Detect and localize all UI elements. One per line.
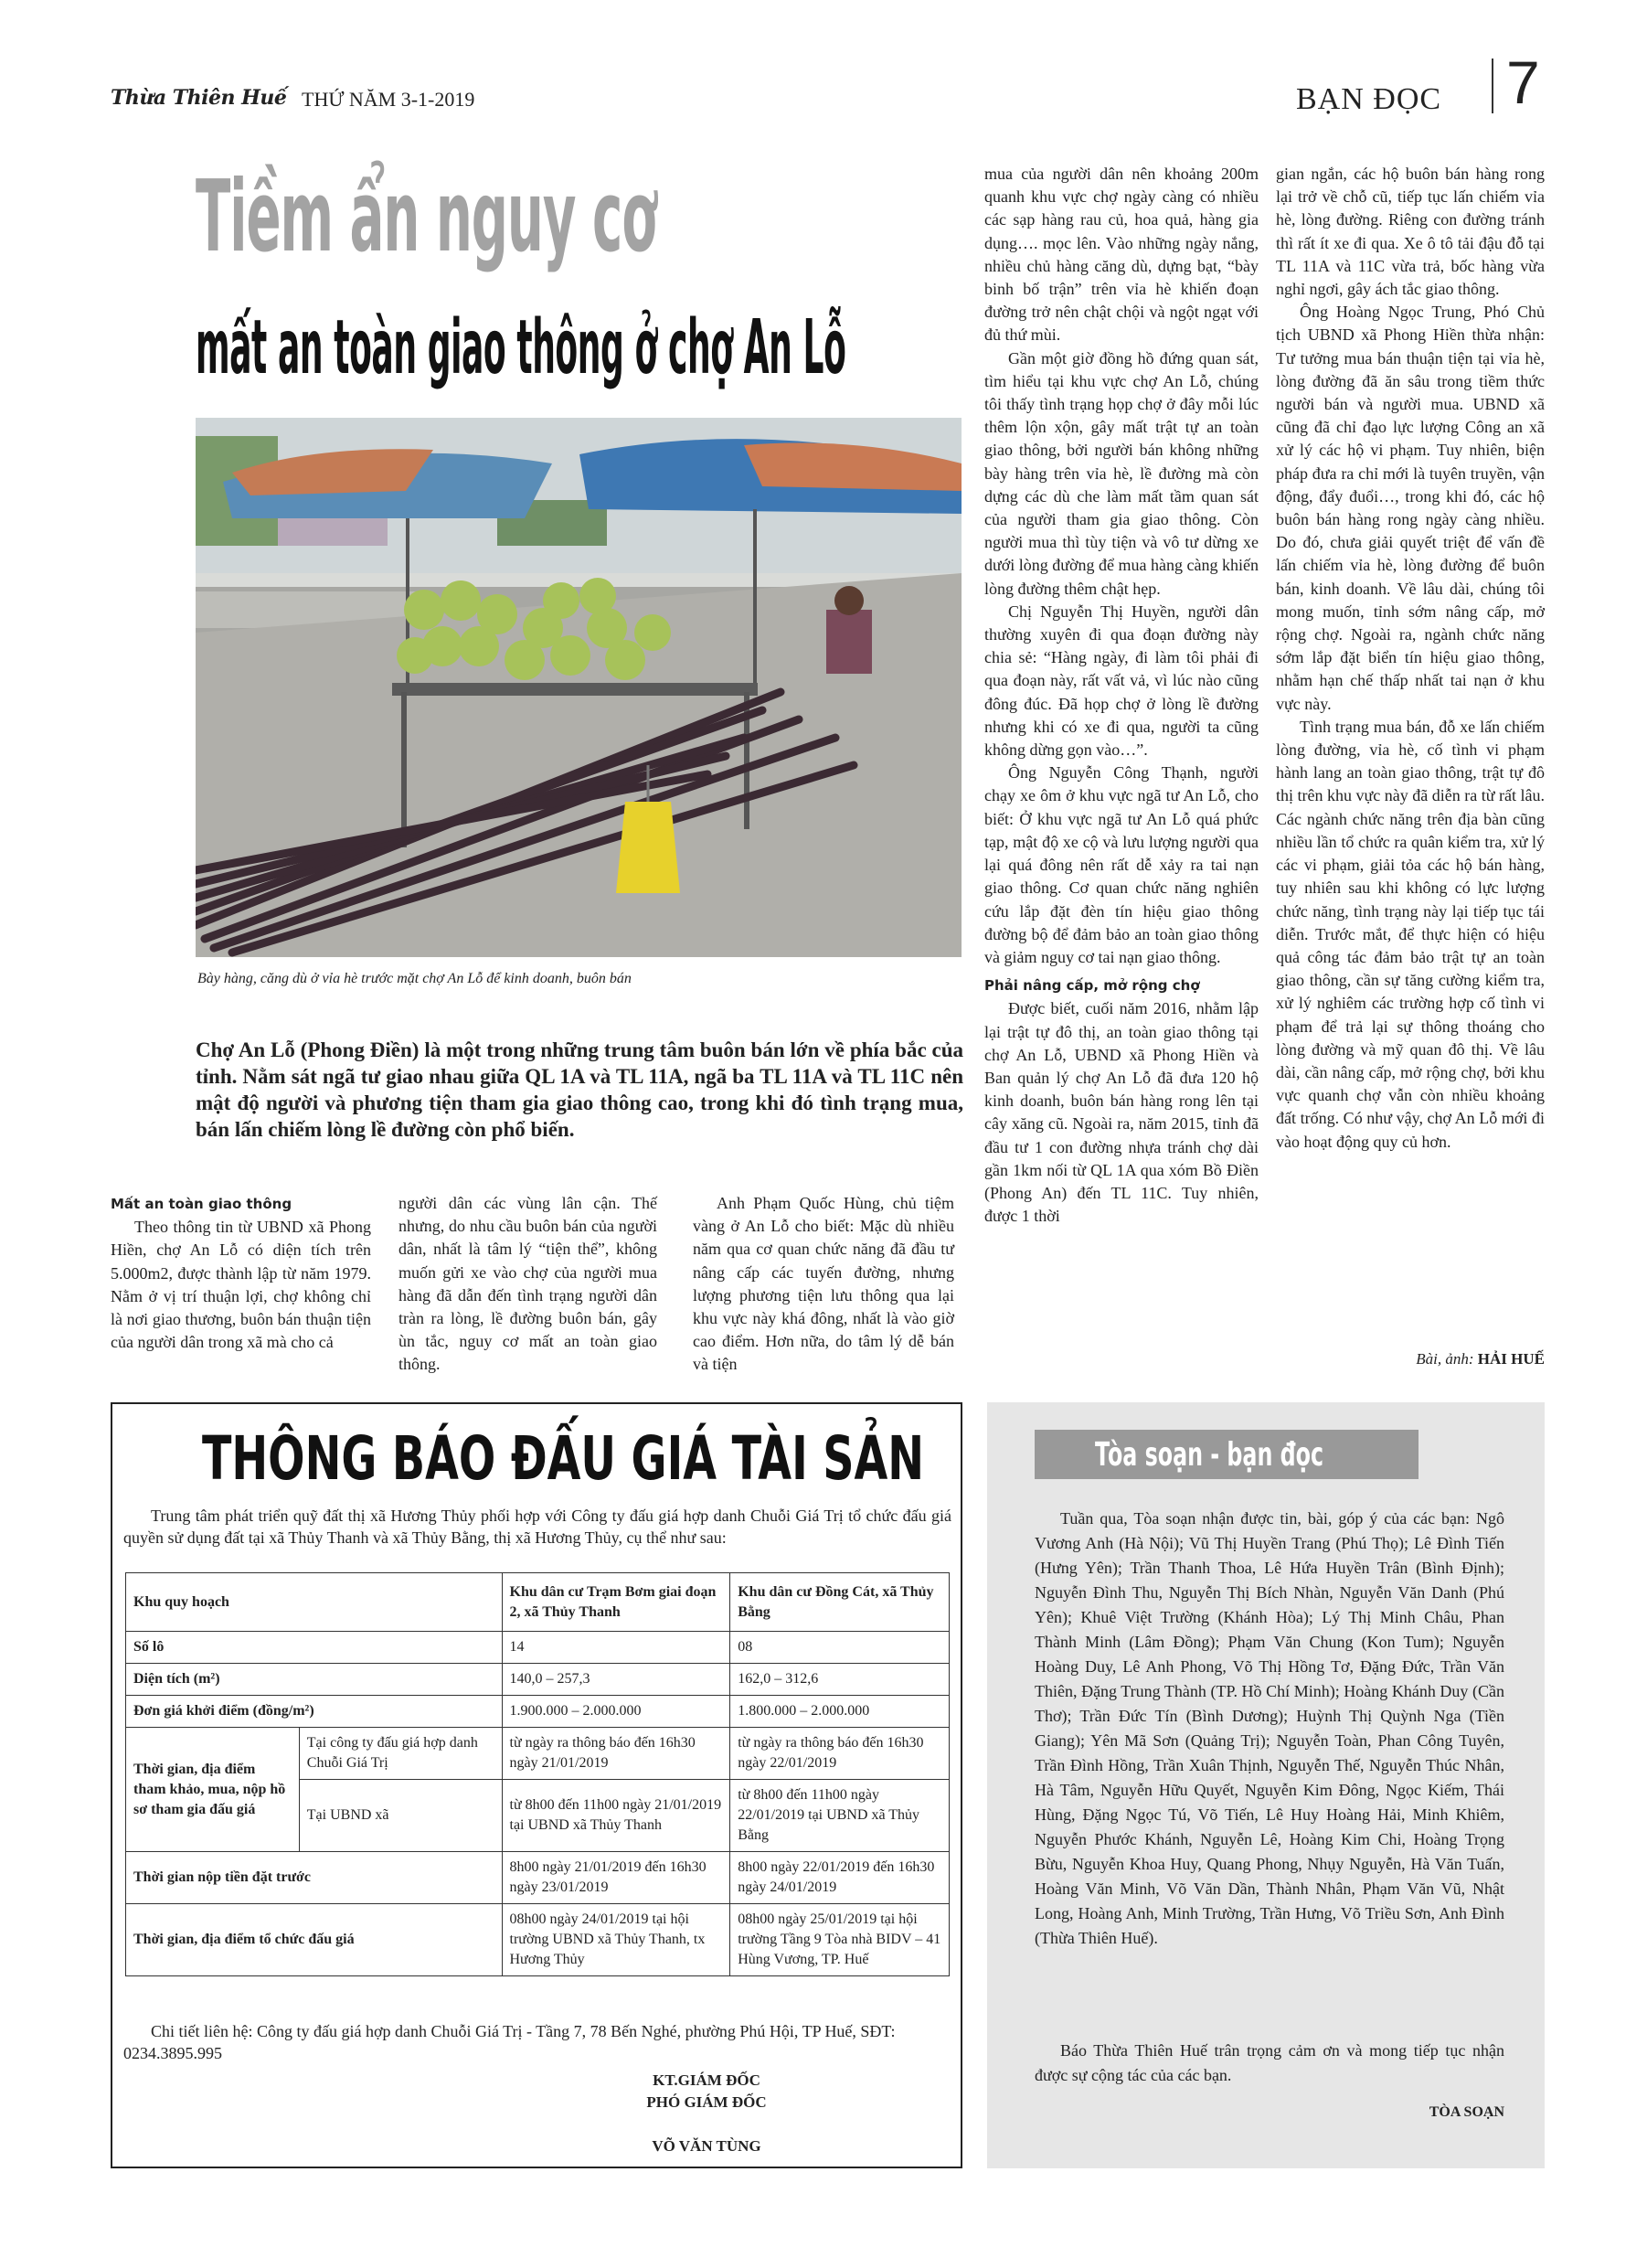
cell: từ 8h00 đến 11h00 ngày 22/01/2019 tại UBND xã Thủy Bằng bbox=[730, 1780, 950, 1852]
cell: 140,0 – 257,3 bbox=[502, 1664, 730, 1696]
page-number: 7 bbox=[1506, 48, 1540, 116]
label-don-gia: Đơn giá khởi điểm (đồng/m²) bbox=[126, 1696, 503, 1728]
table-row bbox=[126, 1728, 950, 1780]
cell: 08 bbox=[730, 1632, 950, 1664]
auction-intro: Trung tâm phát triển quỹ đất thị xã Hương Thủy phối hợp với Công ty đấu giá hợp danh Chuỗi Giá Trị tổ chức đấu giá quyền sử dụng đất tại xã Thủy Thanh và xã Thủy Bằng, thị xã Hương Thủy, cụ thể như sau: bbox=[123, 1507, 951, 1547]
table-row bbox=[126, 1632, 950, 1664]
label-so-lo: Số lô bbox=[126, 1632, 503, 1664]
header-region: Thừa Thiên Huế bbox=[111, 86, 287, 110]
auction-contact: Chi tiết liên hệ: Công ty đấu giá hợp danh Chuỗi Giá Trị - Tầng 7, 78 Bến Nghé, phường Phú Hội, TP Huế, SĐT: 0234.3895.995 bbox=[123, 2022, 896, 2062]
article-lead: Chợ An Lỗ (Phong Điền) là một trong những trung tâm buôn bán lớn về phía bắc của tỉnh. Nằm sát ngã tư giao nhau giữa QL 1A và TL 11A, ngã ba TL 11A và TL 11C nên mật độ người và phương tiện tham gia giao thông cao, trong khi đó tình trạng mua, bán lấn chiếm lòng lề đường còn phổ biến. bbox=[196, 1038, 963, 1141]
byline bbox=[1276, 1350, 1545, 1368]
reader-box-body: Tuần qua, Tòa soạn nhận được tin, bài, góp ý của các bạn: Ngô Vương Anh (Hà Nội); Vũ Thị Huyền Trang (Phú Thọ); Lê Đình Tiến (Hưng Yên); Trần Thanh Thoa, Lê Hứa Huyền Trân (Bình Định); Nguyễn Đình Thu, Nguyễn Thị Bích Nhàn, Nguyễn Văn Danh (Phú Yên); Khuê Việt Trường (Khánh Hòa); Lý Thị Minh Châu, Phan Thành Minh (Lâm Đồng); Phạm Văn Chung (Kon Tum); Nguyễn Hoàng Duy, Lê Anh Phong, Võ Thị Hồng Tơ, Đặng Đức, Trần Văn Thiên, Đặng Trung Thành (TP. Hồ Chí Minh); Hoàng Khánh Duy (Cần Thơ); Trần Đức Tín (Bình Dương); Huỳnh Thị Quỳnh Nga (Tiền Giang); Yên Mã Sơn (Quảng Trị); Nguyễn Toàn, Phan Công Tuyên, Trần Đình Hồng, Trần Xuân Thịnh, Nguyễn Thế, Nguyễn Thúc Nhân, Hà Tâm, Nguyễn Hữu Quyết, Nguyễn Kim Đông, Ngọc Kiếm, Thái Hùng, Đặng Ngọc Tú, Võ Tiến, Lê Huy Hoàng Hải, Minh Khiêm, Nguyễn Phước Khánh, Nguyễn Lê, Hoàng Kim Chi, Hoàng Trọng Bừu, Nguyễn Khoa Huy, Quang Phong, Nhụy Nguyễn, Hà Văn Tuấn, Hoàng Văn Minh, Võ Văn Dần, Thành Nhân, Phạm Văn Vũ, Nhật Long, Hoàng Anh, Minh Trường, Trần Hưng, Võ Triều Sơn, Anh Đình (Thừa Thiên Huế). bbox=[1035, 1509, 1504, 1947]
col1-text: Theo thông tin từ UBND xã Phong Hiền, chợ An Lỗ có diện tích trên 5.000m2, được thành lập từ năm 1979. Nằm ở vị trí thuận lợi, chợ không chỉ là nơi giao thương, buôn bán thuận tiện của người dân trong xã mà cho cả bbox=[111, 1218, 371, 1352]
cell: 08h00 ngày 24/01/2019 tại hội trường UBND xã Thủy Thanh, tx Hương Thủy bbox=[502, 1904, 730, 1976]
sign-name: VÕ VĂN TÙNG bbox=[652, 2137, 761, 2155]
table-row bbox=[126, 1904, 950, 1976]
cell: 1.900.000 – 2.000.000 bbox=[502, 1696, 730, 1728]
cell: Tại UBND xã bbox=[299, 1780, 502, 1852]
col4-p4: Ông Nguyễn Công Thạnh, người chạy xe ôm ở khu vực ngã tư An Lỗ, cho biết: Ở khu vực ngã tư An Lỗ quá phức tạp, mật độ xe cộ và lưu lượng người qua lại quá đông nên rất dễ xảy ra tai nạn giao thông. Cơ quan chức năng nghiên cứu lắp đặt đèn tín hiệu giao thông đường bộ để đảm bảo an toàn giao thông và giảm nguy cơ tai nạn giao thông. bbox=[984, 763, 1259, 966]
table-row bbox=[126, 1852, 950, 1904]
auction-notice bbox=[111, 1402, 962, 2168]
article-col1 bbox=[111, 1193, 371, 1354]
header-divider bbox=[1492, 59, 1493, 113]
label-dien-tich: Diện tích (m²) bbox=[126, 1664, 503, 1696]
cell: từ 8h00 đến 11h00 ngày 21/01/2019 tại UBND xã Thủy Thanh bbox=[502, 1780, 730, 1852]
col3-text: Anh Phạm Quốc Hùng, chủ tiệm vàng ở An Lỗ cho biết: Mặc dù nhiều năm qua cơ quan chức năng đã đầu tư nâng cấp các tuyến đường, nhưng lượng phương tiện lưu thông qua lại khu vực này khá đông, nhất là vào giờ cao điểm. Hơn nữa, do tâm lý dễ bán và tiện bbox=[693, 1194, 954, 1374]
byline-author: HẢI HUẾ bbox=[1477, 1350, 1545, 1368]
table-row bbox=[126, 1664, 950, 1696]
cell: Tại công ty đấu giá hợp danh Chuỗi Giá Trị bbox=[299, 1728, 502, 1780]
article-photo bbox=[196, 418, 962, 957]
sign-title-1: KT.GIÁM ĐỐC bbox=[653, 2071, 760, 2089]
sign-title-2: PHÓ GIÁM ĐỐC bbox=[646, 2093, 767, 2111]
col2-text: người dân các vùng lân cận. Thế nhưng, do nhu cầu buôn bán của người dân, nhất là tâm lý “tiện thể”, không muốn gửi xe vào chợ của người mua hàng đã dẫn đến tình trạng người dân tràn ra lòng, lề đường buôn bán, gây ùn tắc, nguy cơ mất an toàn giao thông. bbox=[398, 1194, 657, 1374]
reader-box-sign: TÒA SOẠN bbox=[1429, 2104, 1504, 2120]
label-tham-khao: Thời gian, địa điểm tham khảo, mua, nộp hồ sơ tham gia đấu giá bbox=[126, 1728, 300, 1852]
table-row bbox=[126, 1696, 950, 1728]
photo-caption: Bày hàng, căng dù ở vỉa hè trước mặt chợ An Lỗ để kinh doanh, buôn bán bbox=[197, 971, 632, 986]
col4-p1: mua của người dân nên khoảng 200m quanh khu vực chợ ngày càng có nhiều các sạp hàng rau củ, hoa quả, hàng gia dụng…. mọc lên. Vào những ngày nắng, nhiều chủ hàng căng dù, dựng bạt, “bày binh bố trận” trên vỉa hè khiến đoạn đường trở nên chật chội và ngột ngạt với đủ thứ mùi. bbox=[984, 165, 1259, 345]
cell: 1.800.000 – 2.000.000 bbox=[730, 1696, 950, 1728]
subhead-mat-an-toan: Mất an toàn giao thông bbox=[111, 1196, 292, 1212]
col5-p1: gian ngắn, các hộ buôn bán hàng rong lại trở về chỗ cũ, tiếp tục lấn chiếm vỉa hè, lòng đường. Riêng con đường tránh thì rất ít xe đi qua. Xe ô tô tải đậu đỗ tại TL 11A và 11C vừa trả, bốc hàng vừa nghỉ ngơi, gây ách tắc giao thông. bbox=[1276, 165, 1545, 299]
cell: từ ngày ra thông báo đến 16h30 ngày 22/01/2019 bbox=[730, 1728, 950, 1780]
header-date: THỨ NĂM 3-1-2019 bbox=[302, 88, 475, 111]
header-area-2: Khu dân cư Đồng Cát, xã Thủy Bằng bbox=[730, 1573, 950, 1632]
col4-p5: Được biết, cuối năm 2016, nhằm lập lại trật tự đô thị, an toàn giao thông tại chợ An Lỗ, UBND xã Phong Hiền và Ban quản lý chợ An Lỗ đã đưa 120 hộ kinh doanh, buôn bán hàng rong lên tại cây xăng cũ. Ngoài ra, năm 2015, tỉnh đã đầu tư 1 con đường nhựa tránh chợ dài gần 1km nối từ QL 1A qua xóm Bồ Điền (Phong An) đến TL 11C. Tuy nhiên, được 1 thời bbox=[984, 999, 1259, 1226]
auction-signature bbox=[542, 2070, 871, 2157]
cell: 162,0 – 312,6 bbox=[730, 1664, 950, 1696]
col4-p2: Gần một giờ đồng hồ đứng quan sát, tìm hiểu tại khu vực chợ An Lỗ, chúng tôi thấy tình trạng họp chợ ở đây mỗi lúc thêm lộn xộn, gây mất trật tự an toàn giao thông, bởi người bán không những bày hàng trên vỉa hè, lề đường mà còn dựng các dù che làm mất tầm quan sát của người tham gia giao thông. Còn người mua thì tùy tiện và vô tư dừng xe dưới lòng đường để mua hàng càng khiến lòng đường thêm chật hẹp. bbox=[984, 348, 1259, 598]
subhead-nang-cap: Phải nâng cấp, mở rộng chợ bbox=[984, 977, 1200, 995]
reader-box bbox=[987, 1402, 1545, 2168]
reader-box-title-bar bbox=[1035, 1430, 1419, 1479]
article-col4 bbox=[984, 163, 1259, 1228]
article-col5 bbox=[1276, 163, 1545, 1154]
col4-p3: Chị Nguyễn Thị Huyền, người dân thường xuyên đi qua đoạn đường này chia sẻ: “Hàng ngày, đi làm tôi phải đi qua đoạn này, rất vất vả, vì lúc nào cũng đông đúc. Đã họp chợ ở lòng lề đường nhưng khi có xe đi qua, người ta cũng không dừng gọn vào…”. bbox=[984, 602, 1259, 760]
col5-p3: Tình trạng mua bán, đỗ xe lấn chiếm lòng đường, vỉa hè, cố tình vi phạm hành lang an toàn giao thông, trật tự đô thị trên khu vực này đã diễn ra từ rất lâu. Các ngành chức năng trên địa bàn cũng nhiều lần tổ chức ra quân kiểm tra, xử lý các vi phạm, giải tỏa các hộ bán hàng, tuy nhiên sau khi không có lực lượng chức năng, tình trạng này lại tiếp tục tái diễn. Trước mắt, để thực hiện có hiệu quả công tác đảm bảo trật tự an toàn giao thông, cần sự tăng cường kiểm tra, xử lý nghiêm các trường hợp cố tình vi phạm để trả lại sự thông thoáng cho lòng đường và mỹ quan đô thị. Về lâu dài, cần nâng cấp, mở rộng chợ, bởi khu vực quanh chợ vẫn còn nhiều khoảng đất trống. Có như vậy, chợ An Lỗ mới đi vào hoạt động quy củ hơn. bbox=[1276, 717, 1545, 1151]
headline-line1: Tiềm ẩn nguy cơ bbox=[196, 160, 656, 274]
col5-p2: Ông Hoàng Ngọc Trung, Phó Chủ tịch UBND xã Phong Hiền thừa nhận: Tư tưởng mua bán thuận tiện tại vỉa hè, lòng đường đã ăn sâu trong tiềm thức người bán và người mua. UBND xã cũng đã chỉ đạo lực lượng Công an xã xử lý các hộ vi phạm. Tuy nhiên, biện pháp đưa ra chỉ mới là tuyên truyền, vận động, đẩy đuổi…, trong khi đó, các hộ buôn bán hàng rong ngày càng nhiều. Do đó, chưa giải quyết triệt để vấn đề lấn chiếm vỉa hè, lòng đường để buôn bán, kinh doanh. Về lâu dài, chúng tôi mong muốn, tỉnh sớm nâng cấp, mở rộng chợ. Ngoài ra, ngành chức năng sớm lắp đặt biển tín hiệu giao thông, nhằm hạn chế thấp nhất tai nạn ở khu vực này. bbox=[1276, 303, 1545, 713]
label-to-chuc: Thời gian, địa điểm tổ chức đấu giá bbox=[126, 1904, 503, 1976]
cell: 14 bbox=[502, 1632, 730, 1664]
header-area-1: Khu dân cư Trạm Bơm giai đoạn 2, xã Thủy Thanh bbox=[502, 1573, 730, 1632]
reader-box-thanks: Báo Thừa Thiên Huế trân trọng cảm ơn và mong tiếp tục nhận được sự cộng tác của các bạn. bbox=[1035, 2041, 1504, 2084]
article-col2 bbox=[398, 1192, 657, 1377]
label-nop-tien: Thời gian nộp tiền đặt trước bbox=[126, 1852, 503, 1904]
byline-prefix: Bài, ảnh: bbox=[1416, 1350, 1474, 1368]
cell: từ ngày ra thông báo đến 16h30 ngày 21/01/2019 bbox=[502, 1728, 730, 1780]
cell: 8h00 ngày 22/01/2019 đến 16h30 ngày 24/01/2019 bbox=[730, 1852, 950, 1904]
headline-line2: mất an toàn giao thông ở chợ An Lỗ bbox=[196, 304, 846, 391]
table-row bbox=[126, 1573, 950, 1632]
reader-box-title: Tòa soạn - bạn đọc bbox=[1095, 1436, 1324, 1474]
header-khu-quy-hoach: Khu quy hoạch bbox=[126, 1573, 503, 1632]
auction-title: THÔNG BÁO ĐẤU GIÁ TÀI SẢN bbox=[202, 1423, 925, 1494]
article-col3 bbox=[693, 1192, 954, 1377]
auction-table bbox=[125, 1572, 950, 1976]
cell: 8h00 ngày 21/01/2019 đến 16h30 ngày 23/01/2019 bbox=[502, 1852, 730, 1904]
header-section: BẠN ĐỌC bbox=[1296, 82, 1442, 116]
cell: 08h00 ngày 25/01/2019 tại hội trường Tầng 9 Tòa nhà BIDV – 41 Hùng Vương, TP. Huế bbox=[730, 1904, 950, 1976]
